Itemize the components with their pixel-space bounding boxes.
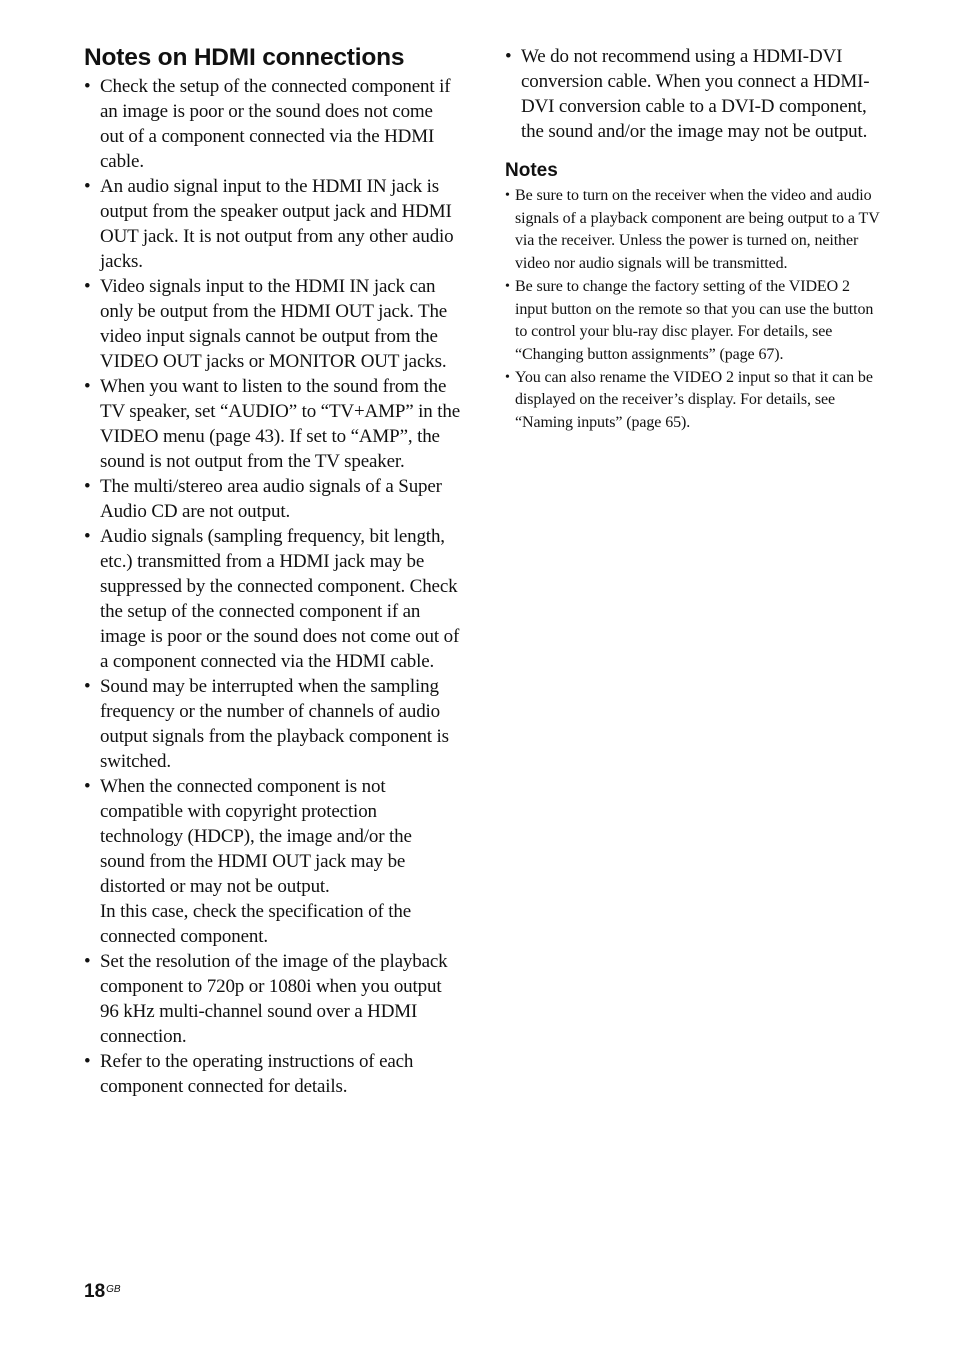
list-item-text: Refer to the operating instructions of each component connected for details. (100, 1051, 414, 1097)
note-item (505, 185, 885, 276)
bullet-marker: • (84, 776, 91, 797)
bullet-marker: • (84, 276, 91, 297)
list-item (84, 74, 460, 174)
list-item-text: When the connected component is not compatible with copyright protection technology (HDCP), the image and/or the sound from the HDMI OUT jack may be distorted or may not be output. (100, 776, 412, 897)
list-item (84, 1049, 460, 1099)
hdmi-notes-list-continued (505, 44, 885, 144)
bullet-marker: • (84, 676, 91, 697)
list-item-text: Video signals input to the HDMI IN jack can only be output from the HDMI OUT jack. The video input signals cannot be output from the VIDEO OUT jacks or MONITOR OUT jacks. (100, 276, 448, 372)
list-item (84, 474, 460, 524)
list-item-text: The multi/stereo area audio signals of a Super Audio CD are not output. (100, 476, 442, 522)
list-item (84, 174, 460, 274)
list-item-text: We do not recommend using a HDMI-DVI conversion cable. When you connect a HDMI-DVI conversion cable to a DVI-D component, the sound and/or the image may not be output. (521, 46, 870, 142)
note-item-text: You can also rename the VIDEO 2 input so that it can be displayed on the receiver’s display. For details, see “Naming inputs” (page 65). (515, 368, 873, 432)
bullet-marker: • (84, 476, 91, 497)
list-item (84, 774, 460, 949)
note-item (505, 276, 885, 367)
bullet-marker: • (84, 76, 91, 97)
page-region-suffix: GB (106, 1284, 121, 1295)
right-column (505, 44, 885, 435)
bullet-marker: • (505, 369, 510, 385)
bullet-marker: • (505, 46, 512, 67)
bullet-marker: • (505, 278, 510, 294)
note-item-text: Be sure to change the factory setting of the VIDEO 2 input button on the remote so that you can use the button to control your blu-ray disc player. For details, see “Changing button assignments” (page 67). (515, 277, 874, 363)
page-number (84, 1280, 121, 1304)
bullet-marker: • (505, 188, 510, 203)
list-item (505, 44, 885, 144)
bullet-marker: • (84, 951, 91, 972)
list-item (84, 524, 460, 674)
list-item-text: An audio signal input to the HDMI IN jack is output from the speaker output jack and HDMI OUT jack. It is not output from any other audio jacks. (100, 176, 454, 272)
bullet-marker: • (84, 526, 91, 547)
note-item (505, 367, 885, 435)
list-item-text: When you want to listen to the sound from the TV speaker, set “AUDIO” to “TV+AMP” in the VIDEO menu (page 43). If set to “AMP”, the sound is not output from the TV speaker. (100, 376, 460, 472)
note-item-text: Be sure to turn on the receiver when the video and audio signals of a playback component are being output to a TV via the receiver. Unless the power is turned on, neither video nor audio signals will be transmitted. (515, 187, 880, 273)
left-column (84, 74, 460, 1099)
list-item-text: Check the setup of the connected component if an image is poor or the sound does not come out of a component connected via the HDMI cable. (100, 76, 451, 172)
list-item (84, 949, 460, 1049)
hdmi-notes-list (84, 74, 460, 1099)
bullet-marker: • (84, 376, 91, 397)
notes-heading: Notes (505, 160, 558, 181)
list-item (84, 374, 460, 474)
list-item-continuation: In this case, check the specification of the connected component. (100, 901, 411, 947)
bullet-marker: • (84, 1051, 91, 1072)
list-item-text: Set the resolution of the image of the playback component to 720p or 1080i when you output 96 kHz multi-channel sound over a HDMI connection. (100, 951, 448, 1047)
list-item (84, 274, 460, 374)
list-item-text: Sound may be interrupted when the sampling frequency or the number of channels of audio output signals from the playback component is switched. (100, 676, 449, 772)
notes-list (505, 185, 885, 435)
page-number-value: 18 (84, 1281, 106, 1302)
section-heading: Notes on HDMI connections (84, 44, 405, 71)
list-item (84, 674, 460, 774)
bullet-marker: • (84, 176, 91, 197)
list-item-text: Audio signals (sampling frequency, bit length, etc.) transmitted from a HDMI jack may be suppressed by the connected component. Check the setup of the connected component if an image is poor or the sound does not come out of a component connected via the HDMI cable. (100, 526, 460, 672)
